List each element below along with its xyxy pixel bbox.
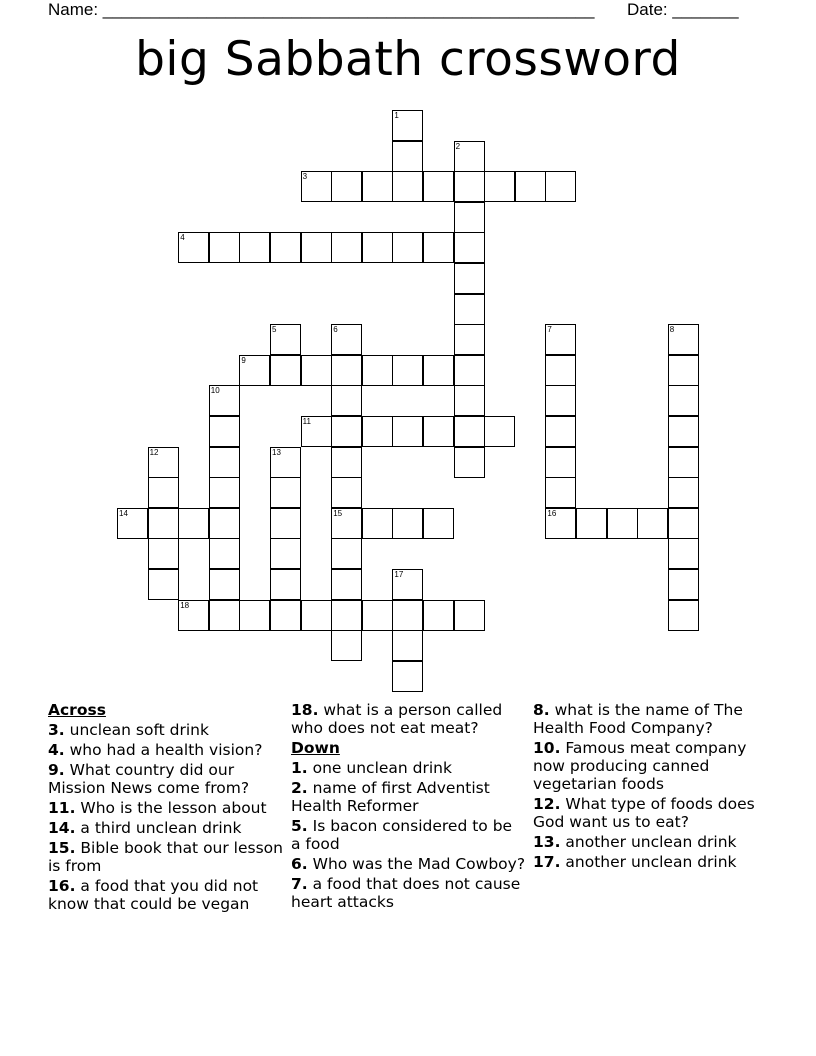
across-clue: 18. what is a person called who does not eat meat? bbox=[291, 701, 503, 737]
grid-cell[interactable] bbox=[392, 661, 423, 692]
grid-cell[interactable] bbox=[239, 232, 270, 263]
grid-cell[interactable] bbox=[178, 600, 209, 631]
grid-cell[interactable] bbox=[209, 600, 240, 631]
grid-cell[interactable] bbox=[454, 416, 485, 447]
grid-cell[interactable] bbox=[484, 416, 515, 447]
grid-cell[interactable] bbox=[362, 355, 393, 386]
grid-cell[interactable] bbox=[668, 600, 699, 631]
grid-cell[interactable] bbox=[270, 600, 301, 631]
down-clue: 12. What type of foods does God want us to eat? bbox=[533, 795, 755, 831]
clue-number: 6 bbox=[333, 325, 338, 335]
grid-cell[interactable] bbox=[331, 232, 362, 263]
grid-cell[interactable] bbox=[301, 416, 332, 447]
grid-cell[interactable] bbox=[331, 324, 362, 355]
grid-cell[interactable] bbox=[362, 416, 393, 447]
grid-cell[interactable] bbox=[423, 416, 454, 447]
clue-number: 3 bbox=[302, 172, 308, 182]
grid-cell[interactable] bbox=[209, 569, 240, 600]
grid-cell[interactable] bbox=[545, 171, 576, 202]
grid-cell[interactable] bbox=[239, 355, 270, 386]
grid-cell[interactable] bbox=[423, 171, 454, 202]
grid-cell[interactable] bbox=[545, 355, 576, 386]
grid-cell[interactable] bbox=[668, 538, 699, 569]
grid-cell[interactable] bbox=[607, 508, 638, 539]
grid-cell[interactable] bbox=[545, 447, 576, 478]
grid-cell[interactable] bbox=[545, 324, 576, 355]
across-clue: 16. a food that you did not know that could be vegan bbox=[48, 877, 259, 913]
across-heading: Across bbox=[48, 701, 106, 719]
clues-column-3 bbox=[533, 701, 768, 873]
clue-number: 14 bbox=[119, 508, 128, 518]
grid-cell[interactable] bbox=[454, 324, 485, 355]
grid-cell[interactable] bbox=[270, 477, 301, 508]
clues-column-1 bbox=[48, 701, 283, 915]
grid-cell[interactable] bbox=[331, 569, 362, 600]
clue-number: 7 bbox=[547, 325, 552, 335]
grid-cell[interactable] bbox=[668, 416, 699, 447]
across-clue: 14. a third unclean drink bbox=[48, 819, 242, 837]
grid-cell[interactable] bbox=[392, 232, 423, 263]
grid-cell[interactable] bbox=[331, 477, 362, 508]
grid-cell[interactable] bbox=[148, 538, 179, 569]
grid-cell[interactable] bbox=[392, 416, 423, 447]
grid-cell[interactable] bbox=[301, 171, 332, 202]
clue-number: 10 bbox=[210, 386, 220, 396]
grid-cell[interactable] bbox=[545, 477, 576, 508]
grid-cell[interactable] bbox=[209, 416, 240, 447]
clue-number: 2 bbox=[455, 141, 461, 151]
grid-cell[interactable] bbox=[454, 263, 485, 294]
down-clue: 17. another unclean drink bbox=[533, 853, 737, 871]
grid-cell[interactable] bbox=[331, 600, 362, 631]
grid-cell[interactable] bbox=[484, 171, 515, 202]
clue-number: 1 bbox=[394, 111, 399, 120]
grid-cell[interactable] bbox=[423, 232, 454, 263]
grid-cell[interactable] bbox=[454, 202, 485, 233]
clue-number: 18 bbox=[180, 600, 190, 610]
grid-cell[interactable] bbox=[209, 447, 240, 478]
down-clue: 2. name of first Adventist Health Reformer bbox=[291, 779, 490, 815]
grid-cell[interactable] bbox=[545, 416, 576, 447]
grid-cell[interactable] bbox=[209, 385, 240, 416]
down-clue: 1. one unclean drink bbox=[291, 759, 452, 777]
name-field: Name: ____________________________________________________ bbox=[48, 0, 595, 19]
grid-cell[interactable] bbox=[117, 508, 148, 539]
grid-cell[interactable] bbox=[148, 447, 179, 478]
grid-cell[interactable] bbox=[668, 324, 699, 355]
grid-cell[interactable] bbox=[392, 355, 423, 386]
date-field: Date: _______ bbox=[627, 0, 739, 19]
clue-number: 9 bbox=[241, 355, 246, 365]
grid-cell[interactable] bbox=[301, 355, 332, 386]
grid-cell[interactable] bbox=[331, 447, 362, 478]
grid-cell[interactable] bbox=[545, 508, 576, 539]
grid-cell[interactable] bbox=[668, 355, 699, 386]
grid-cell[interactable] bbox=[576, 508, 607, 539]
down-clue: 5. Is bacon considered to be a food bbox=[291, 817, 513, 853]
clue-number: 16 bbox=[547, 508, 557, 518]
down-clue: 6. Who was the Mad Cowboy? bbox=[291, 855, 526, 873]
across-clue: 15. Bible book that our lesson is from bbox=[48, 839, 283, 875]
grid-cell[interactable] bbox=[178, 232, 209, 263]
clue-number: 15 bbox=[333, 508, 343, 518]
grid-cell[interactable] bbox=[392, 141, 423, 172]
clue-number: 5 bbox=[272, 325, 277, 335]
clue-number: 13 bbox=[272, 447, 281, 457]
grid-cell[interactable] bbox=[454, 294, 485, 325]
grid-cell[interactable] bbox=[392, 110, 423, 141]
across-clue: 9. What country did our Mission News come from? bbox=[48, 761, 250, 797]
grid-cell[interactable] bbox=[423, 355, 454, 386]
grid-cell[interactable] bbox=[423, 600, 454, 631]
grid-cell[interactable] bbox=[454, 355, 485, 386]
grid-cell[interactable] bbox=[301, 232, 332, 263]
grid-cell[interactable] bbox=[331, 538, 362, 569]
grid-cell[interactable] bbox=[209, 538, 240, 569]
grid-cell[interactable] bbox=[668, 447, 699, 478]
grid-cell[interactable] bbox=[454, 171, 485, 202]
across-clue: 11. Who is the lesson about bbox=[48, 799, 267, 817]
grid-cell[interactable] bbox=[239, 600, 270, 631]
grid-cell[interactable] bbox=[270, 447, 301, 478]
grid-cell[interactable] bbox=[454, 600, 485, 631]
grid-cell[interactable] bbox=[392, 508, 423, 539]
grid-cell[interactable] bbox=[270, 538, 301, 569]
grid-cell[interactable] bbox=[362, 508, 393, 539]
grid-cell[interactable] bbox=[148, 508, 179, 539]
grid-cell[interactable] bbox=[148, 477, 179, 508]
grid-cell[interactable] bbox=[331, 416, 362, 447]
grid-cell[interactable] bbox=[637, 508, 668, 539]
grid-cell[interactable] bbox=[331, 630, 362, 661]
grid-cell[interactable] bbox=[668, 477, 699, 508]
across-clue: 4. who had a health vision? bbox=[48, 741, 263, 759]
grid-cell[interactable] bbox=[454, 232, 485, 263]
down-clue: 10. Famous meat company now producing canned vegetarian foods bbox=[533, 739, 747, 793]
down-clue: 13. another unclean drink bbox=[533, 833, 737, 851]
clue-number: 12 bbox=[149, 447, 159, 457]
grid-cell[interactable] bbox=[545, 385, 576, 416]
down-heading: Down bbox=[291, 739, 340, 757]
grid-cell[interactable] bbox=[270, 232, 301, 263]
grid-cell[interactable] bbox=[668, 569, 699, 600]
grid-cell[interactable] bbox=[178, 508, 209, 539]
grid-cell[interactable] bbox=[148, 569, 179, 600]
grid-cell[interactable] bbox=[515, 171, 546, 202]
grid-cell[interactable] bbox=[392, 171, 423, 202]
across-clue: 3. unclean soft drink bbox=[48, 721, 209, 739]
grid-cell[interactable] bbox=[668, 385, 699, 416]
grid-cell[interactable] bbox=[362, 232, 393, 263]
grid-cell[interactable] bbox=[270, 569, 301, 600]
grid-cell[interactable] bbox=[392, 630, 423, 661]
grid-cell[interactable] bbox=[209, 477, 240, 508]
page-title: big Sabbath crossword bbox=[135, 32, 681, 87]
grid-cell[interactable] bbox=[301, 600, 332, 631]
grid-cell[interactable] bbox=[362, 171, 393, 202]
grid-cell[interactable] bbox=[270, 324, 301, 355]
down-clue: 8. what is the name of The Health Food Company? bbox=[533, 701, 743, 737]
clue-number: 11 bbox=[302, 417, 311, 426]
clue-number: 4 bbox=[180, 233, 185, 243]
grid-cell[interactable] bbox=[392, 600, 423, 631]
grid-cell[interactable] bbox=[362, 600, 393, 631]
clue-number: 17 bbox=[394, 570, 404, 579]
clues-column-2 bbox=[291, 701, 526, 913]
grid-cell[interactable] bbox=[270, 508, 301, 539]
down-clue: 7. a food that does not cause heart attacks bbox=[291, 875, 521, 911]
grid-cell[interactable] bbox=[209, 232, 240, 263]
grid-cell[interactable] bbox=[270, 355, 301, 386]
grid-cell[interactable] bbox=[668, 508, 699, 539]
grid-cell[interactable] bbox=[331, 171, 362, 202]
grid-cell[interactable] bbox=[392, 569, 423, 600]
grid-cell[interactable] bbox=[331, 385, 362, 416]
clue-number: 8 bbox=[669, 325, 675, 335]
grid-cell[interactable] bbox=[454, 385, 485, 416]
grid-cell[interactable] bbox=[331, 355, 362, 386]
grid-cell[interactable] bbox=[454, 141, 485, 172]
grid-cell[interactable] bbox=[423, 508, 454, 539]
grid-cell[interactable] bbox=[209, 508, 240, 539]
grid-cell[interactable] bbox=[331, 508, 362, 539]
grid-cell[interactable] bbox=[454, 447, 485, 478]
